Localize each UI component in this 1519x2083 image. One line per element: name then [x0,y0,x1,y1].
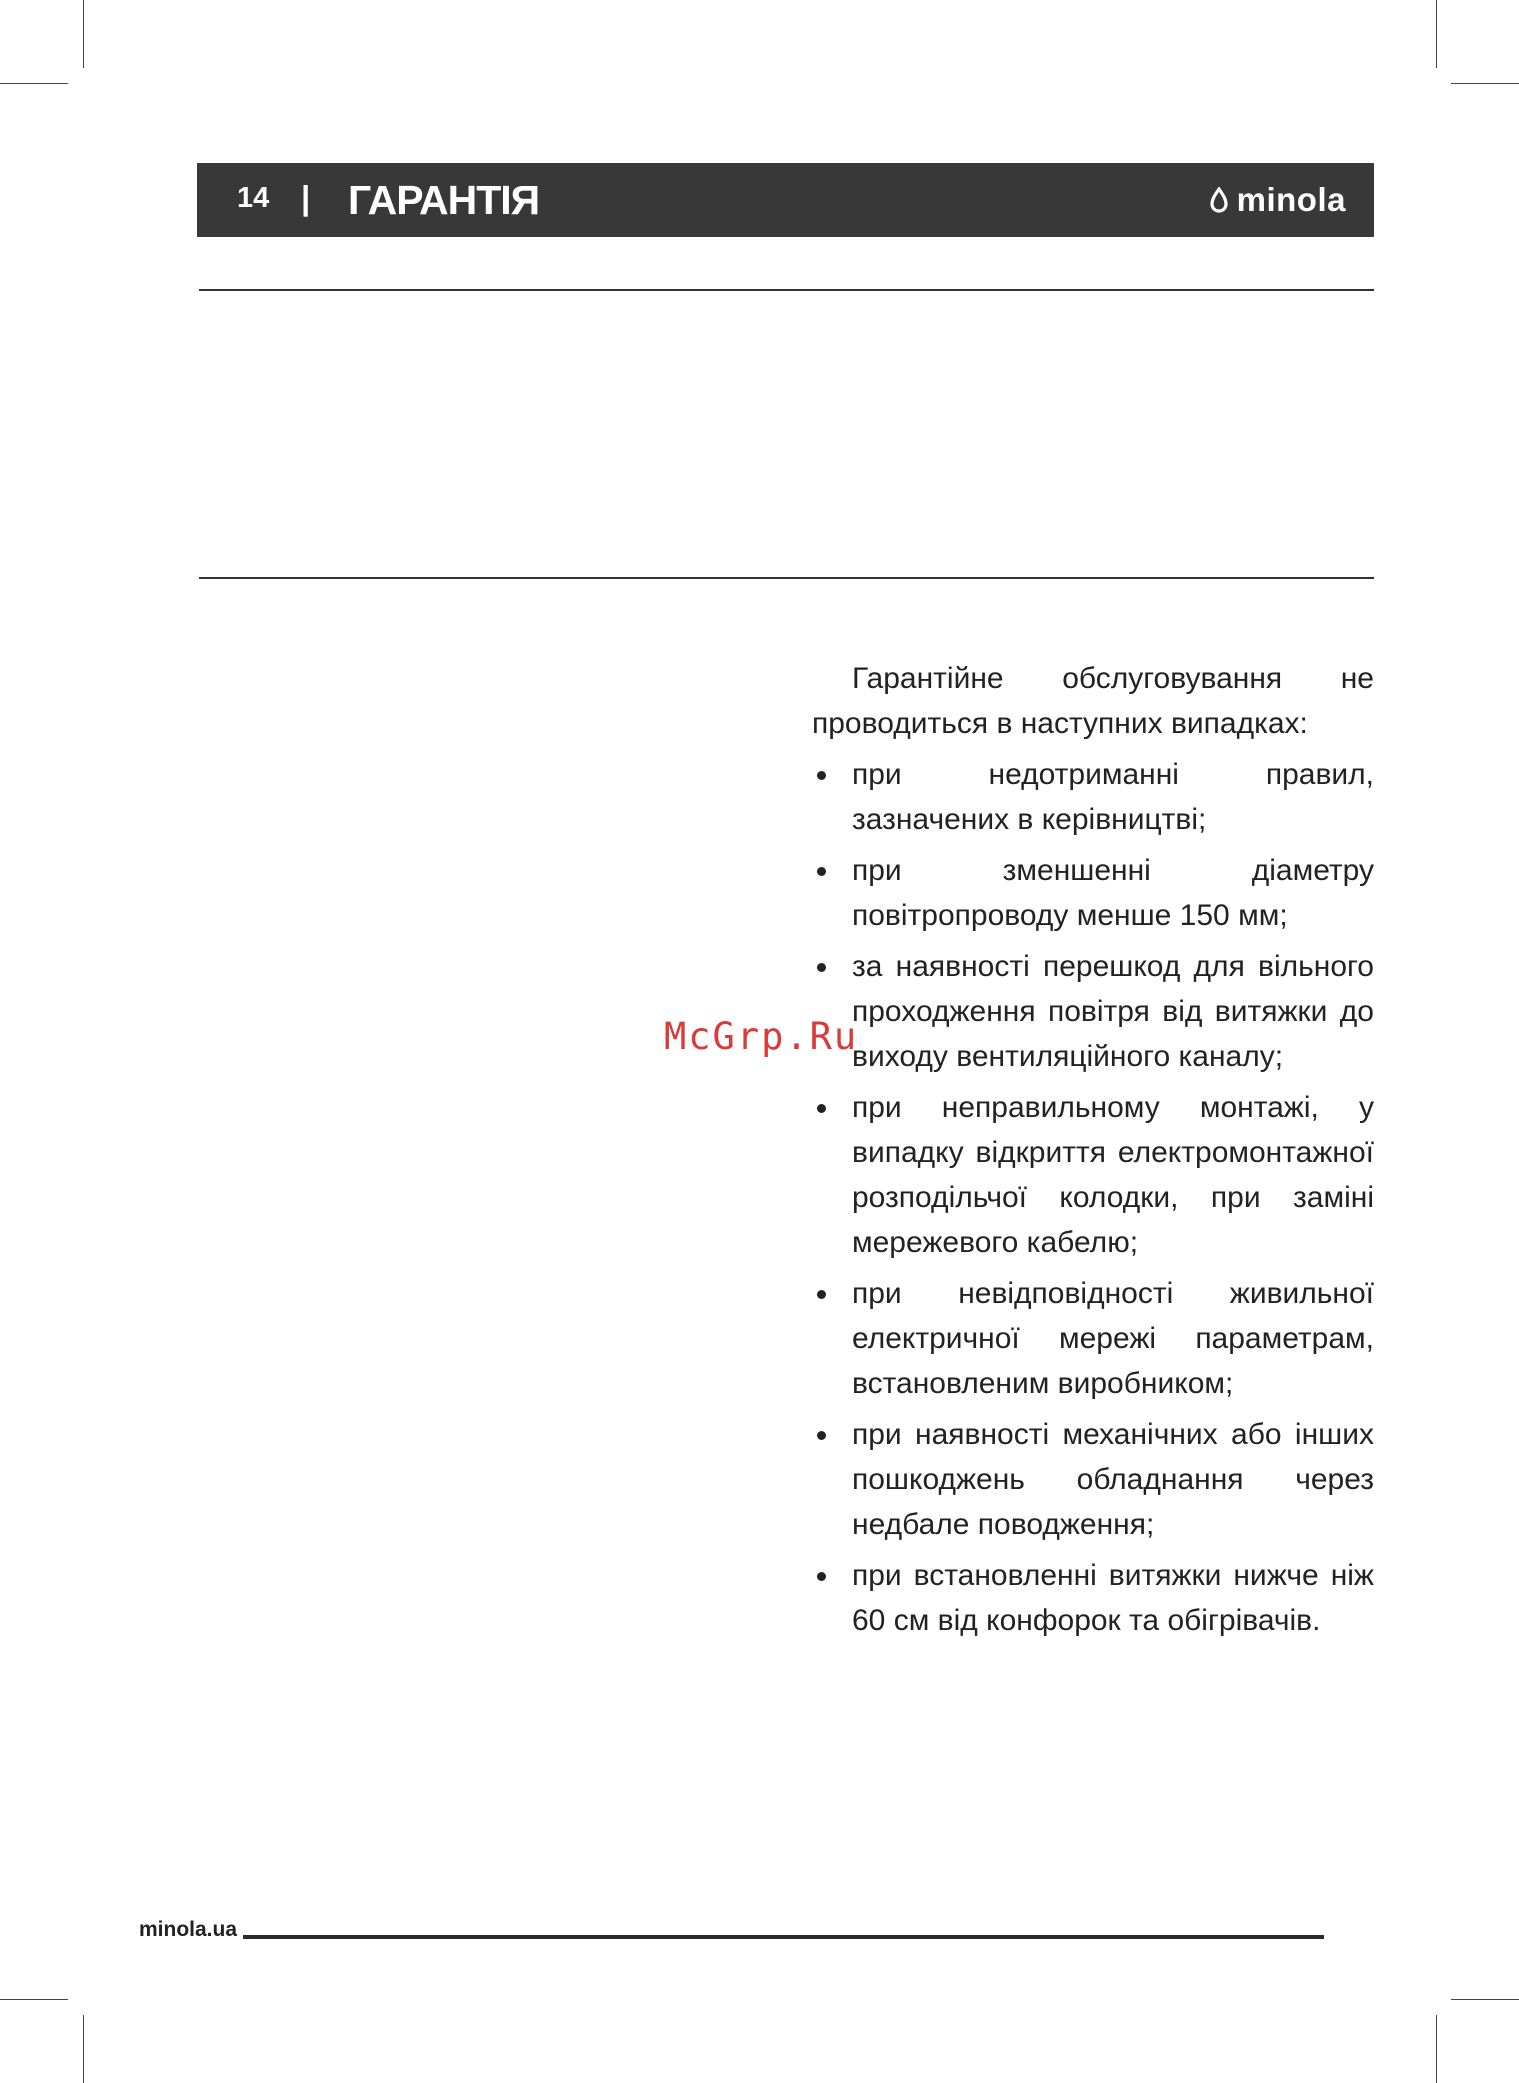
section-title: ГАРАНТІЯ [348,177,540,223]
list-item: при зменшенні діаметру повітропроводу менше 150 мм; [812,848,1374,938]
divider-top [199,289,1374,291]
crop-mark [1436,2015,1437,2083]
list-item: при неправильному монтажі, у випадку відкриття електромонтажної розподільчої колодки, при заміні мережевого кабелю; [812,1085,1374,1265]
page-number: 14 [237,182,270,214]
warranty-exclusions-section [812,656,1374,1643]
list-item: при невідповідності живильної електричної мережі параметрам, встановленим виробником; [812,1271,1374,1406]
drop-icon [1209,187,1229,213]
list-item: при встановленні витяжки нижче ніж 60 см від конфорок та обігрівачів. [812,1553,1374,1643]
intro-paragraph: Гарантійне обслуговування не проводиться в наступних випадках: [812,662,1374,740]
header-separator: | [301,179,311,216]
crop-mark [1451,1999,1519,2000]
page-header [197,163,1374,237]
crop-mark [83,0,84,68]
crop-mark [0,1999,68,2000]
exclusions-list [812,752,1374,1643]
crop-mark [83,2015,84,2083]
crop-mark [1451,83,1519,84]
watermark: McGrp.Ru [664,1015,859,1058]
brand-logo [1209,181,1346,219]
footer-rule [243,1935,1324,1939]
list-item: за наявності перешкод для вільного проходження повітря від витяжки до виходу вентиляційного каналу; [812,944,1374,1079]
brand-name: minola [1236,181,1346,218]
footer-url: minola.ua [139,1918,238,1941]
crop-mark [0,83,68,84]
list-item: при недотриманні правил, зазначених в керівництві; [812,752,1374,842]
divider-bottom [199,577,1374,579]
list-item: при наявності механічних або інших пошкоджень обладнання через недбале поводження; [812,1412,1374,1547]
crop-mark [1436,0,1437,68]
